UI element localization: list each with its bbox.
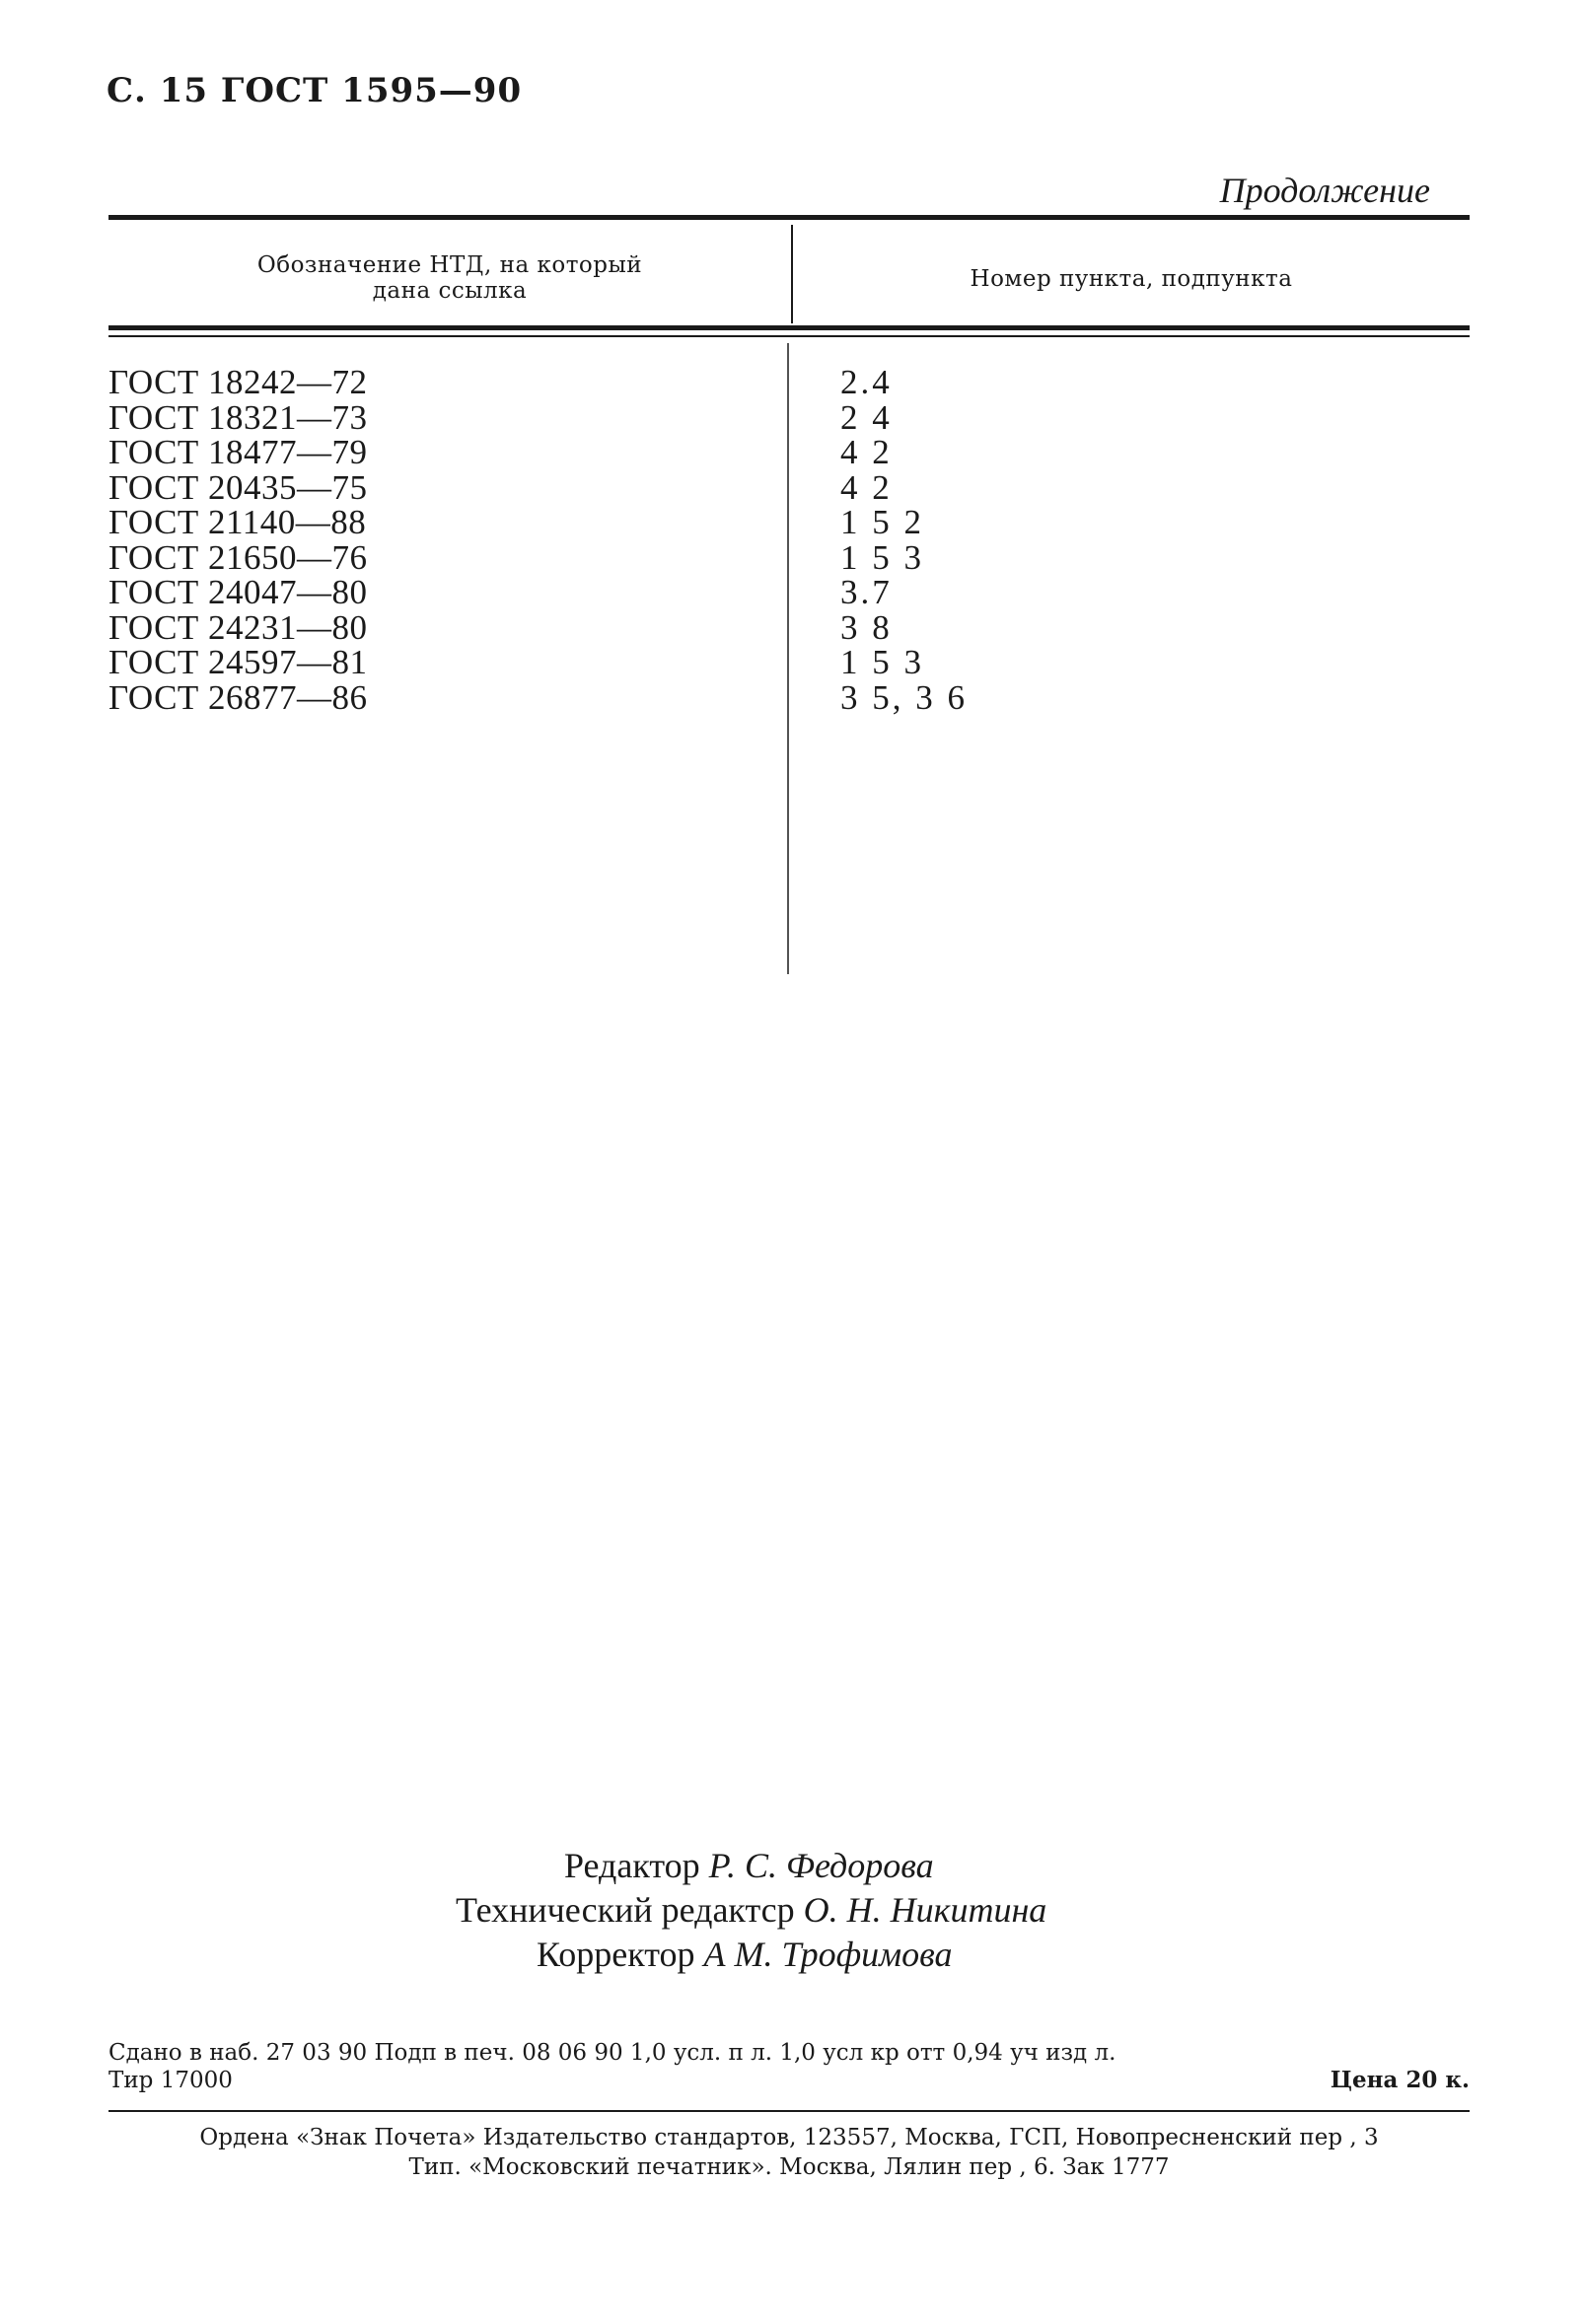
table-row [108, 677, 1470, 717]
reference-cell: ГОСТ 24231—80 [108, 607, 368, 647]
credit-person: Р. С. Федорова [708, 1846, 934, 1885]
credit-person: А М. Трофимова [703, 1935, 953, 1974]
clause-cell: 1 5 3 [840, 643, 924, 681]
column-header-reference [108, 252, 791, 304]
credit-tech-editor [456, 1888, 1046, 1933]
clause-cell: 2.4 [840, 363, 893, 401]
credit-editor [564, 1844, 934, 1888]
reference-cell: ГОСТ 18477—79 [108, 433, 368, 471]
publisher-line: Ордена «Знак Почета» Издательство стандартов, 123557, Москва, ГСП, Новопресненский пер , 3 [199, 2125, 1379, 2150]
table-top-rule [108, 215, 1470, 220]
print-details-line1 [108, 2039, 1470, 2067]
table-row [108, 397, 1470, 437]
clause-cell: 4 2 [840, 467, 893, 507]
clause-cell: 1 5 3 [840, 537, 924, 577]
page-header: С. 15 ГОСТ 1595—90 [107, 71, 523, 110]
table-row [108, 645, 1470, 680]
reference-cell: ГОСТ 20435—75 [108, 467, 368, 507]
column-header-clause: Номер пункта, подпункта [970, 266, 1293, 292]
print-dates: Сдано в наб. 27 03 90 Подп в печ. 08 06 90 1,0 усл. п л. 1,0 усл кр отт 0,94 уч изд л. [108, 2040, 1116, 2066]
print-details [108, 2039, 1470, 2094]
table-row [108, 467, 1470, 507]
column-header-reference-line2: дана ссылка [372, 278, 528, 304]
clause-cell: 3 8 [840, 607, 893, 647]
imprint-divider [108, 2110, 1470, 2112]
reference-cell: ГОСТ 26877—86 [108, 677, 368, 717]
reference-cell: ГОСТ 18242—72 [108, 363, 368, 401]
reference-cell: ГОСТ 18321—73 [108, 397, 368, 437]
print-details-line2 [108, 2067, 1470, 2094]
print-run: Тир 17000 [108, 2068, 233, 2093]
credit-person: О. Н. Никитина [803, 1890, 1047, 1930]
table-row [108, 607, 1470, 647]
table-body [108, 365, 1470, 715]
clause-cell: 3.7 [840, 573, 893, 611]
table-row [108, 575, 1470, 610]
credit-role: Корректор [537, 1935, 695, 1974]
clause-cell: 2 4 [840, 397, 893, 437]
table-row [108, 537, 1470, 577]
table-row [108, 365, 1470, 400]
publisher-details [108, 2124, 1470, 2183]
printer-line: Тип. «Московский печатник». Москва, Лялин пер , 6. Зак 1777 [408, 2154, 1170, 2180]
reference-cell: ГОСТ 21140—88 [108, 503, 367, 541]
price: Цена 20 к. [1330, 2067, 1470, 2093]
credit-proofreader [537, 1933, 953, 1977]
clause-cell: 1 5 2 [840, 503, 924, 541]
credit-role: Редактор [564, 1846, 700, 1885]
clause-cell: 4 2 [840, 433, 893, 471]
continuation-label: Продолжение [1219, 171, 1430, 210]
reference-cell: ГОСТ 24047—80 [108, 573, 368, 611]
header-bottom-rule [108, 325, 1470, 330]
column-header-reference-line1: Обозначение НТД, на который [256, 252, 643, 278]
reference-cell: ГОСТ 21650—76 [108, 537, 368, 577]
table-row [108, 435, 1470, 470]
credit-role: Технический редактср [456, 1890, 795, 1930]
clause-cell: 3 5, 3 6 [840, 677, 968, 717]
reference-cell: ГОСТ 24597—81 [108, 643, 368, 681]
table-row [108, 505, 1470, 540]
header-bottom-rule-thin [108, 335, 1470, 337]
